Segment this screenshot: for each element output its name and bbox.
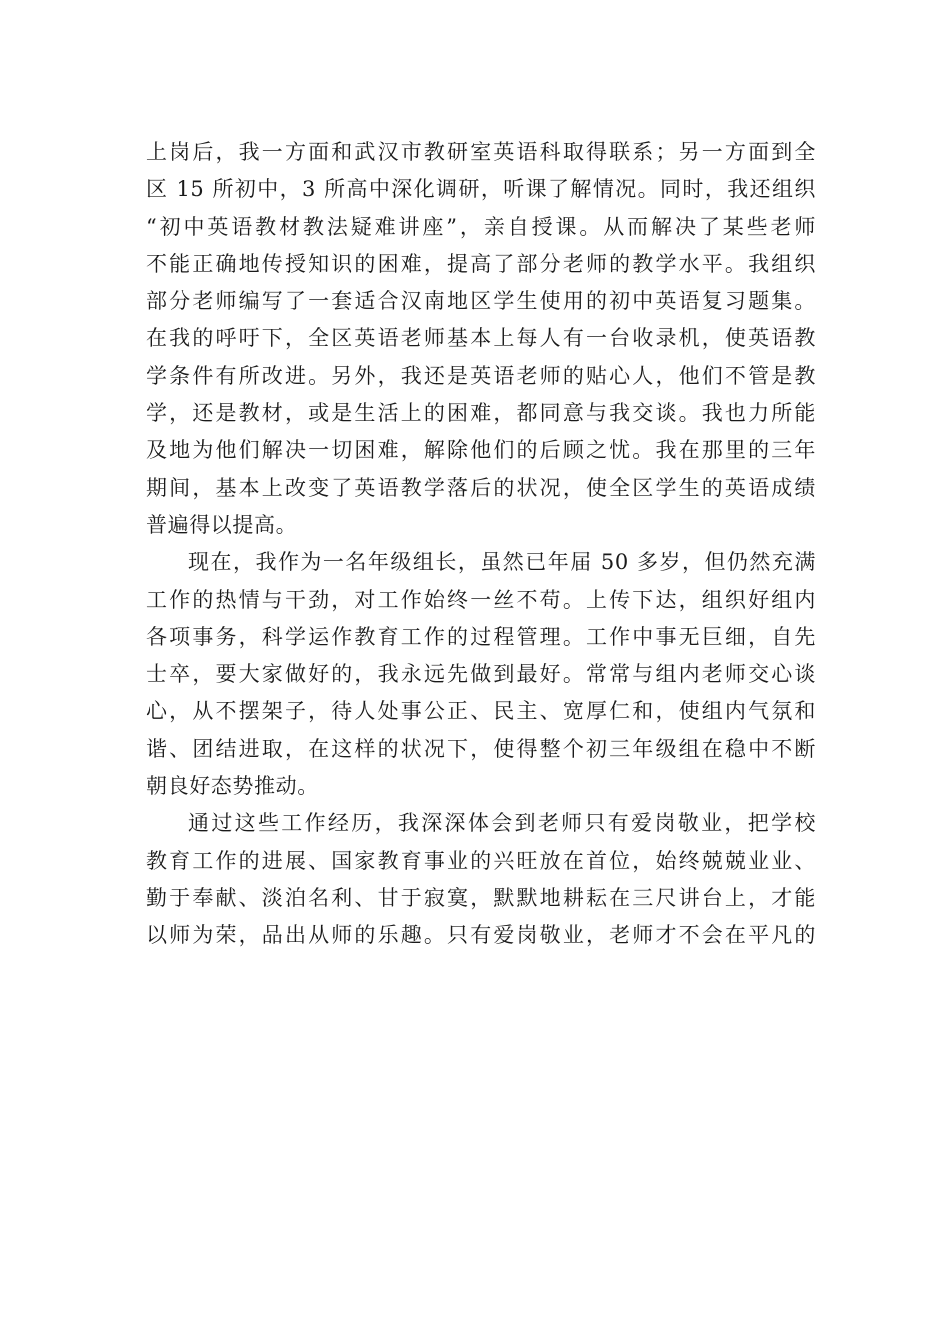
paragraph-line: 各项事务，科学运作教育工作的过程管理。工作中事无巨细，自先 (146, 624, 816, 649)
paragraph-line: 部分老师编写了一套适合汉南地区学生使用的初中英语复习题集。 (146, 289, 816, 314)
paragraph-line: 工作的热情与干劲，对工作始终一丝不苟。上传下达，组织好组内 (146, 587, 816, 612)
paragraph-2 (146, 544, 816, 805)
paragraph-line: 学，还是教材，或是生活上的困难，都同意与我交谈。我也力所能 (146, 401, 816, 426)
paragraph-line: 士卒，要大家做好的，我永远先做到最好。常常与组内老师交心谈 (146, 662, 816, 687)
paragraph-line: 勤于奉献、淡泊名利、甘于寂寞，默默地耕耘在三尺讲台上，才能 (146, 885, 816, 910)
paragraph-line: 心，从不摆架子，待人处事公正、民主、宽厚仁和，使组内气氛和 (146, 699, 816, 724)
paragraph-line: 区 15 所初中，3 所高中深化调研，听课了解情况。同时，我还组织 (146, 177, 816, 202)
paragraph-line: 谐、团结进取，在这样的状况下，使得整个初三年级组在稳中不断 (146, 736, 816, 761)
document-body (146, 134, 816, 955)
paragraph-line: 期间，基本上改变了英语教学落后的状况，使全区学生的英语成绩 (146, 475, 816, 500)
paragraph-line: 教育工作的进展、国家教育事业的兴旺放在首位，始终兢兢业业、 (146, 848, 816, 873)
paragraph-line: 以师为荣，品出从师的乐趣。只有爱岗敬业，老师才不会在平凡的 (146, 923, 816, 948)
paragraph-line: 普遍得以提高。 (146, 512, 298, 537)
paragraph-line: 及地为他们解决一切困难，解除他们的后顾之忧。我在那里的三年 (146, 438, 816, 463)
paragraph-line: “初中英语教材教法疑难讲座”，亲自授课。从而解决了某些老师 (146, 214, 816, 239)
paragraph-line: 现在，我作为一名年级组长，虽然已年届 50 多岁，但仍然充满 (188, 550, 816, 575)
paragraph-line: 不能正确地传授知识的困难，提高了部分老师的教学水平。我组织 (146, 251, 816, 276)
paragraph-line: 朝良好态势推动。 (146, 774, 319, 799)
paragraph-line: 在我的呼吁下，全区英语老师基本上每人有一台收录机，使英语教 (146, 326, 816, 351)
paragraph-line: 上岗后，我一方面和武汉市教研室英语科取得联系；另一方面到全 (146, 140, 816, 164)
paragraph-line: 通过这些工作经历，我深深体会到老师只有爱岗敬业，把学校 (188, 811, 816, 836)
paragraph-1 (146, 134, 816, 544)
paragraph-line: 学条件有所改进。另外，我还是英语老师的贴心人，他们不管是教 (146, 363, 816, 388)
paragraph-3 (146, 805, 816, 954)
